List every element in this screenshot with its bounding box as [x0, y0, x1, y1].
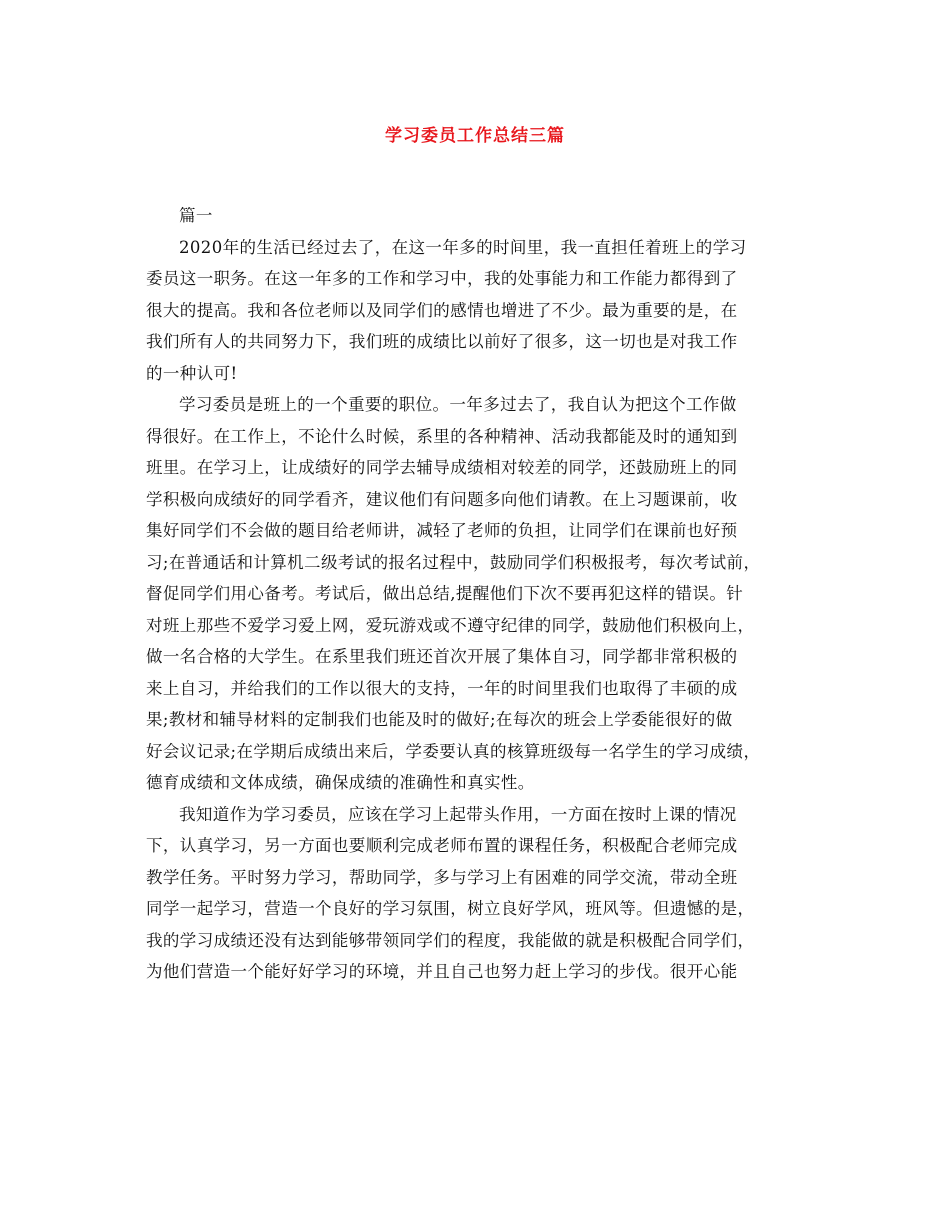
text-line: 下，认真学习，另一方面也要顺利完成老师布置的课程任务，积极配合老师完成 [146, 836, 738, 855]
text-line: 很大的提高。我和各位老师以及同学们的感情也增进了不少。最为重要的是，在 [146, 300, 738, 320]
text-line: 学习委员是班上的一个重要的职位。一年多过去了，我自认为把这个工作做 [179, 395, 737, 414]
document-body [146, 200, 806, 988]
text-line: 班里。在学习上，让成绩好的同学去辅导成绩相对较差的同学，还鼓励班上的同 [146, 458, 738, 477]
text-line: 我们所有人的共同努力下，我们班的成绩比以前好了很多，这一切也是对我工作 [146, 332, 738, 351]
text-line: 习;在普通话和计算机二级考试的报名过程中，鼓励同学们积极报考，每次考试前， [146, 552, 761, 572]
text-line: 教学任务。平时努力学习，帮助同学，多与学习上有困难的同学交流，带动全班 [146, 867, 738, 887]
text-line: 德育成绩和文体成绩，确保成绩的准确性和真实性。 [146, 773, 535, 792]
text-line: 篇一 [179, 206, 213, 225]
text-line: 督促同学们用心备考。考试后，做出总结,提醒他们下次不要再犯这样的错误。针 [146, 584, 744, 603]
text-line: 来上自习，并给我们的工作以很大的支持，一年的时间里我们也取得了丰硕的成 [146, 678, 738, 698]
text-line: 果;教材和辅导材料的定制我们也能及时的做好;在每次的班会上学委能很好的做 [146, 710, 733, 729]
text-line: 为他们营造一个能好好学习的环境，并且自己也努力赶上学习的步伐。很开心能 [146, 962, 738, 981]
text-line: 对班上那些不爱学习爱上网，爱玩游戏或不遵守纪律的同学，鼓励他们积极向上， [146, 615, 755, 635]
text-line: 我知道作为学习委员，应该在学习上起带头作用，一方面在按时上课的情况 [179, 804, 737, 824]
text-line: 做一名合格的大学生。在系里我们班还首次开展了集体自习，同学都非常积极的 [146, 647, 738, 666]
text-line: 得很好。在工作上，不论什么时候，系里的各种精神、活动我都能及时的通知到 [146, 426, 738, 446]
text-line: 集好同学们不会做的题目给老师讲，减轻了老师的负担，让同学们在课前也好预 [146, 521, 738, 540]
text-line: 学积极向成绩好的同学看齐，建议他们有问题多向他们请教。在上习题课前，收 [146, 489, 738, 509]
text-line: 委员这一职务。在这一年多的工作和学习中，我的处事能力和工作能力都得到了 [146, 269, 738, 288]
text-line: 同学一起学习，营造一个良好的学习氛围，树立良好学风，班风等。但遗憾的是， [146, 899, 755, 918]
text-line: 2020年的生活已经过去了，在这一年多的时间里，我一直担任着班上的学习 [179, 237, 747, 257]
text-line: 好会议记录;在学期后成绩出来后，学委要认真的核算班级每一名学生的学习成绩， [146, 741, 761, 761]
text-line: 的一种认可! [146, 363, 238, 383]
text-line: 我的学习成绩还没有达到能够带领同学们的程度，我能做的就是积极配合同学们， [146, 930, 755, 950]
document-title: 学习委员工作总结三篇 [385, 126, 565, 146]
